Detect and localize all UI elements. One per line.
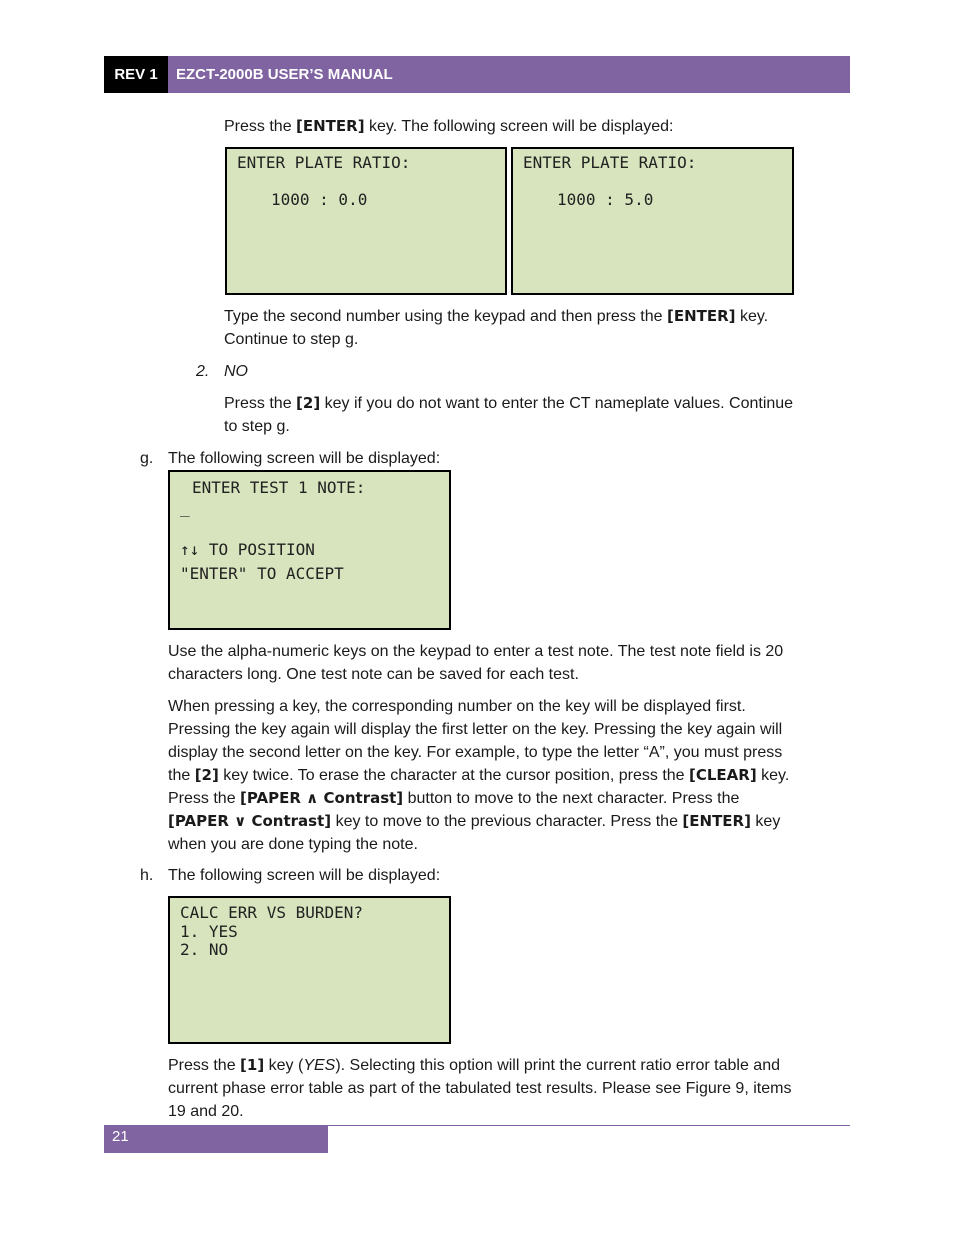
text-span: 19 and 20. [168,1103,244,1120]
step-g-text: The following screen will be displayed: [168,450,441,467]
text-span: key if you do not want to enter the CT nameplate values. Continue [320,395,794,412]
step-h-text: The following screen will be displayed: [168,867,441,884]
lcd-line: CALC ERR VS BURDEN? [180,903,364,922]
text-span: key twice. To erase the character at the cursor position, press the [218,767,689,784]
step-g-letter: g. [140,450,154,467]
option-2-label: NO [224,363,248,380]
text-span: display the second letter on the key. For example, to type the letter “A”, you must press [168,744,783,761]
text-span: key to move to the previous character. Press the [331,813,683,830]
text-span: Use the alpha-numeric keys on the keypad to enter a test note. The test note field is 20 [168,643,784,660]
enter-key-label: [ENTER] [682,812,751,830]
lcd-line: ↑↓ TO POSITION [180,540,315,559]
enter-key-label: [ENTER] [296,117,365,135]
lcd-line: 1000 : 5.0 [557,190,654,209]
clear-key-label: [CLEAR] [689,766,757,784]
option-2-text [224,392,793,438]
text-span: key. [735,308,769,325]
text-span: button to move to the next character. Press the [403,790,740,807]
revision-badge: REV 1 [104,56,168,93]
text-span: key [750,813,781,830]
text-span: YES [303,1057,336,1074]
lcd-screen-plate-ratio-2 [511,147,794,295]
text-span: Press the [168,1057,241,1074]
key-paragraph [168,695,789,856]
lcd-line: ENTER PLATE RATIO: [237,153,411,172]
key-1-label: [1] [240,1056,265,1074]
text-span: ). Selecting this option will print the current ratio error table and [335,1057,780,1074]
intro-pre: Press the [224,118,297,135]
lcd-screen-plate-ratio-1 [225,147,507,295]
after-lcd-text [224,305,768,351]
footer-rule [328,1125,850,1126]
note-paragraph [168,640,783,686]
lcd-screen-test-note [168,470,451,630]
text-span: Continue to step g. [224,331,359,348]
text-span: the [168,767,195,784]
lcd-line: 1. YES [180,922,238,941]
key-2-label: [2] [296,394,321,412]
text-span: Pressing the key again will display the first letter on the key. Pressing the key again will [168,721,783,738]
text-span: Type the second number using the keypad and then press the [224,308,667,325]
text-span: When pressing a key, the corresponding number on the key will be displayed first. [168,698,746,715]
intro-text [224,115,673,138]
text-span: Press the [168,790,241,807]
text-span: when you are done typing the note. [168,836,418,853]
step-h-letter: h. [140,867,154,884]
yes-paragraph [168,1054,791,1123]
lcd-line: 1000 : 0.0 [271,190,368,209]
text-span: to step g. [224,418,290,435]
key-2-label: [2] [194,766,219,784]
text-span: key ( [264,1057,304,1074]
lcd-screen-calc-err [168,896,451,1044]
lcd-line: ENTER TEST 1 NOTE: [192,478,366,497]
text-span: Press the [224,395,297,412]
lcd-line: "ENTER" TO ACCEPT [180,564,344,583]
intro-post: key. The following screen will be displayed: [364,118,674,135]
lcd-line: ENTER PLATE RATIO: [523,153,697,172]
text-span: characters long. One test note can be saved for each test. [168,666,579,683]
lcd-cursor: _ [180,498,190,517]
lcd-line: 2. NO [180,940,229,959]
paper-down-key-label: [PAPER ∨ Contrast] [168,812,332,830]
manual-title: EZCT-2000B USER’S MANUAL [168,56,850,93]
page-number: 21 [104,1125,328,1153]
paper-up-key-label: [PAPER ∧ Contrast] [240,789,404,807]
option-2-number: 2. [196,363,210,380]
text-span: key. [756,767,790,784]
text-span: current phase error table as part of the tabulated test results. Please see Figure 9, items [168,1080,792,1097]
enter-key-label: [ENTER] [666,307,736,325]
